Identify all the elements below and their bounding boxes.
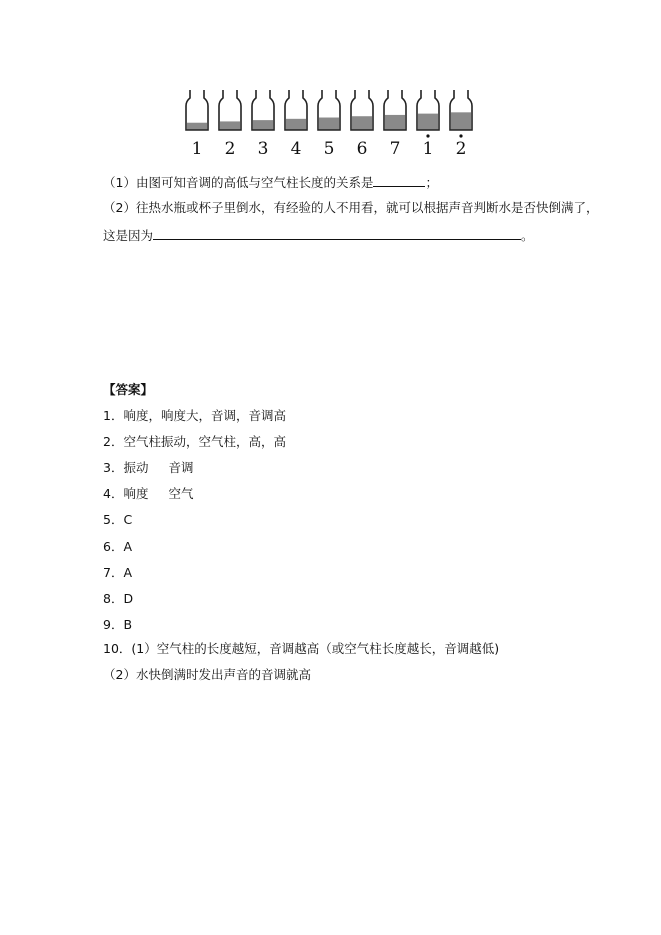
bottle-label-3: 3 bbox=[257, 139, 269, 158]
question-1-text: （1）由图可知音调的高低与空气柱长度的关系是 bbox=[103, 175, 374, 190]
answer-item-3-a: 3．振动 bbox=[103, 460, 149, 475]
question-2-text: （2）往热水瓶或杯子里倒水，有经验的人不用看，就可以根据声音判断水是否快倒满了， bbox=[103, 200, 599, 215]
answer-blank-2 bbox=[153, 227, 521, 240]
water-level-5 bbox=[319, 118, 339, 130]
bottle-3 bbox=[252, 90, 274, 158]
bottle-1 bbox=[186, 90, 208, 158]
bottle-8 bbox=[417, 90, 439, 158]
answer-item-7: 7．A bbox=[103, 565, 133, 580]
bottle-9 bbox=[450, 90, 472, 158]
water-level-6 bbox=[352, 116, 372, 130]
answer-item-4-a: 4．响度 bbox=[103, 486, 149, 501]
answer-item-4-b: 空气 bbox=[168, 486, 194, 501]
answer-item-8: 8．D bbox=[103, 591, 134, 606]
bottle-2 bbox=[219, 90, 241, 158]
bottle-5 bbox=[318, 90, 340, 158]
answer-item-6: 6．A bbox=[103, 539, 133, 554]
bottle-label-7: 7 bbox=[389, 139, 401, 158]
answer-blank-1 bbox=[373, 174, 425, 187]
water-level-8 bbox=[418, 114, 438, 130]
water-level-9 bbox=[451, 112, 471, 130]
water-level-3 bbox=[253, 120, 273, 130]
bottle-label-2: 2 bbox=[224, 139, 236, 158]
answer-item-10-part2: （2）水快倒满时发出声音的音调就高 bbox=[103, 667, 311, 682]
bottle-label-5: 5 bbox=[323, 139, 335, 158]
water-level-2 bbox=[220, 121, 240, 130]
answer-item-3-b: 音调 bbox=[168, 460, 194, 475]
answer-item-4 bbox=[103, 486, 193, 502]
answer-item-1: 1．响度，响度大，音调，音调高 bbox=[103, 408, 286, 423]
bottle-4 bbox=[285, 90, 307, 158]
bottle-label-9: 2 bbox=[455, 139, 467, 158]
question-2-end: 。 bbox=[521, 228, 534, 243]
bottles-figure bbox=[182, 86, 482, 158]
water-level-7 bbox=[385, 115, 405, 130]
bottles-diagram bbox=[182, 86, 482, 158]
question-2-line2 bbox=[103, 227, 534, 244]
high-octave-dot-9 bbox=[459, 134, 462, 137]
bottle-7 bbox=[384, 90, 406, 158]
question-2-line2-start: 这是因为 bbox=[103, 228, 154, 243]
bottle-label-1: 1 bbox=[191, 139, 203, 158]
answer-item-5: 5．C bbox=[103, 512, 133, 527]
water-level-1 bbox=[187, 123, 207, 130]
answer-item-3 bbox=[103, 460, 193, 476]
bottle-label-4: 4 bbox=[290, 139, 302, 158]
question-1-end: ； bbox=[425, 175, 438, 190]
question-2 bbox=[103, 200, 598, 216]
answer-item-10: 10．(1）空气柱的长度越短，音调越高（或空气柱长度越长，音调越低) bbox=[103, 641, 500, 656]
bottle-label-8: 1 bbox=[422, 139, 434, 158]
bottle-label-6: 6 bbox=[356, 139, 368, 158]
bottle-6 bbox=[351, 90, 373, 158]
question-1 bbox=[103, 174, 438, 191]
water-level-4 bbox=[286, 119, 306, 130]
answer-item-9: 9．B bbox=[103, 617, 133, 632]
high-octave-dot-8 bbox=[426, 134, 429, 137]
answer-item-2: 2．空气柱振动，空气柱，高，高 bbox=[103, 434, 286, 449]
answers-heading: 【答案】 bbox=[103, 382, 154, 397]
